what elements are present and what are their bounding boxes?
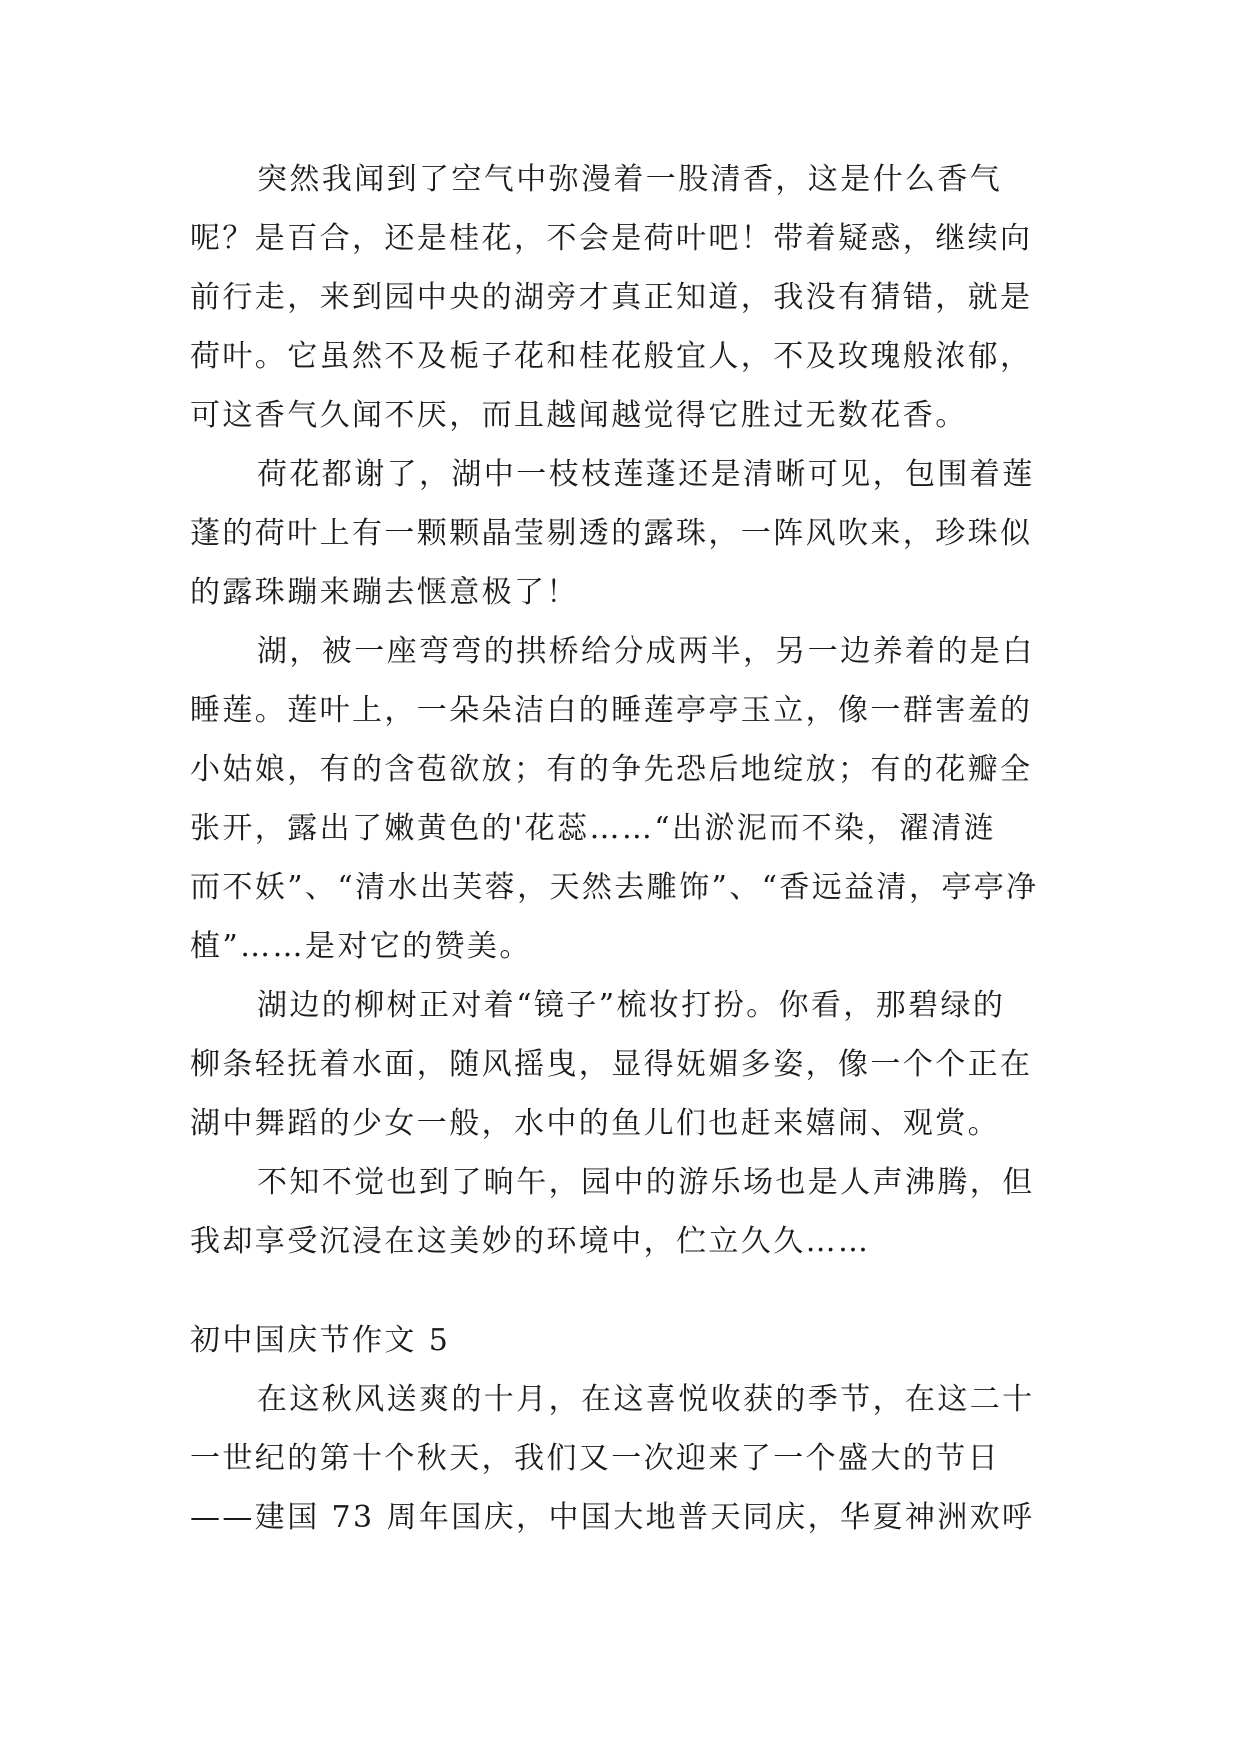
paragraph-5-line-2: 我却享受沉浸在这美妙的环境中，伫立久久…… [190,1224,871,1259]
paragraph-1-line-2: 呢？是百合，还是桂花，不会是荷叶吧！带着疑惑，继续向 [190,221,1033,256]
paragraph-2-line-3: 的露珠蹦来蹦去惬意极了！ [190,575,579,610]
paragraph-3-line-5: 而不妖”、“清水出芙蓉，天然去雕饰”、“香远益清，亭亭净 [190,870,1039,905]
paragraph-4-line-2: 柳条轻抚着水面，随风摇曳，显得妩媚多姿，像一个个正在 [190,1047,1033,1082]
paragraph-5-line-1: 不知不觉也到了晌午，园中的游乐场也是人声沸腾，但 [257,1165,1035,1200]
section-title: 初中国庆节作文 5 [190,1323,451,1358]
paragraph-2-line-2: 蓬的荷叶上有一颗颗晶莹剔透的露珠，一阵风吹来，珍珠似 [190,516,1033,551]
section-paragraph-line-1: 在这秋风送爽的十月，在这喜悦收获的季节，在这二十 [257,1382,1035,1417]
paragraph-3-line-2: 睡莲。莲叶上，一朵朵洁白的睡莲亭亭玉立，像一群害羞的 [190,693,1033,728]
paragraph-3-line-1: 湖，被一座弯弯的拱桥给分成两半，另一边养着的是白 [257,634,1035,669]
paragraph-1-line-3: 前行走，来到园中央的湖旁才真正知道，我没有猜错，就是 [190,280,1033,315]
paragraph-3-line-6: 植”……是对它的赞美。 [190,929,532,964]
section-paragraph-line-3: ——建国 73 周年国庆，中国大地普天同庆，华夏神洲欢呼 [190,1500,1035,1535]
paragraph-3-line-4: 张开，露出了嫩黄色的'花蕊……“出淤泥而不染，濯清涟 [190,811,996,846]
section-paragraph-line-2: 一世纪的第十个秋天，我们又一次迎来了一个盛大的节日 [190,1441,1000,1476]
paragraph-4-line-3: 湖中舞蹈的少女一般，水中的鱼儿们也赶来嬉闹、观赏。 [190,1106,1000,1141]
paragraph-3-line-3: 小姑娘，有的含苞欲放；有的争先恐后地绽放；有的花瓣全 [190,752,1033,787]
paragraph-2-line-1: 荷花都谢了，湖中一枝枝莲蓬还是清晰可见，包围着莲 [257,457,1035,492]
paragraph-4-line-1: 湖边的柳树正对着“镜子”梳妆打扮。你看，那碧绿的 [257,988,1006,1023]
paragraph-1-line-1: 突然我闻到了空气中弥漫着一股清香，这是什么香气 [257,162,1003,197]
paragraph-1-line-4: 荷叶。它虽然不及栀子花和桂花般宜人，不及玫瑰般浓郁， [190,339,1033,374]
paragraph-1-line-5: 可这香气久闻不厌，而且越闻越觉得它胜过无数花香。 [190,398,968,433]
